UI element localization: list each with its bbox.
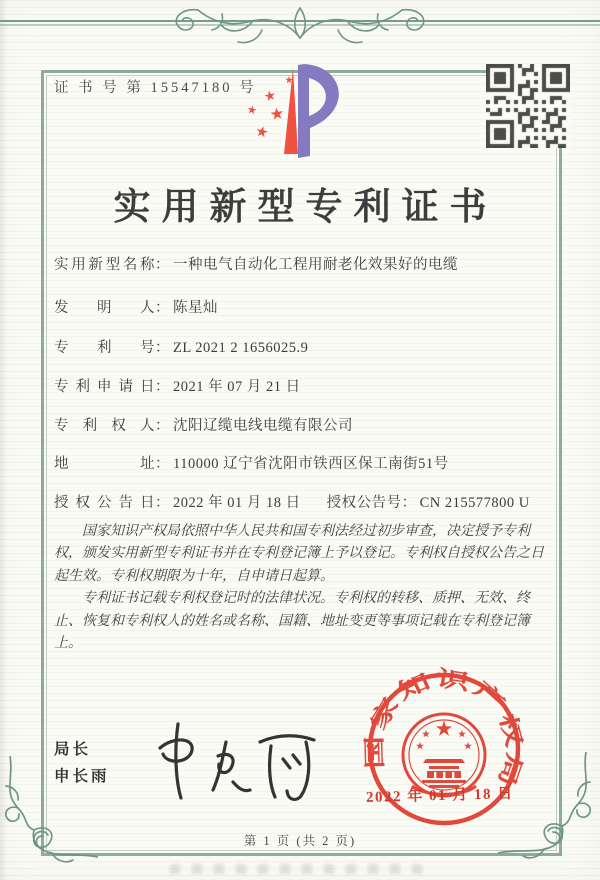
field-value-grant-no: CN 215577800 U (419, 495, 530, 511)
colon: ： (155, 257, 170, 273)
field-value: ZL 2021 2 1656025.9 (173, 340, 309, 356)
seal-text: 国家知识产权局 (361, 666, 528, 782)
field-value: 2022 年 01 月 18 日 (173, 495, 301, 511)
colon: ： (155, 379, 170, 395)
field-row-patentee (54, 414, 550, 435)
top-ornament (0, 0, 600, 50)
field-value: 陈星灿 (173, 300, 218, 316)
field-label: 专 利 权 人 (54, 418, 155, 434)
seal-date: 2022 年 01 月 18 日 (365, 786, 514, 806)
legal-paragraph-1: 国家知识产权局依照中华人民共和国专利法经过初步审查，决定授予专利权，颁发实用新型专利证书并在专利登记簿上予以登记。专利权自授权公告之日起生效。专利权期限为十年，自申请日起算。 (54, 524, 544, 584)
colon: ： (155, 340, 170, 356)
field-value: 一种电气自动化工程用耐老化效果好的电缆 (173, 257, 458, 273)
field-value: 沈阳辽缆电线电缆有限公司 (173, 418, 353, 434)
field-label: 专利申请日 (54, 379, 155, 395)
field-row-patent-no (54, 336, 550, 357)
commissioner-name: 申长雨 (54, 768, 110, 785)
page-footer: 第 1 页 (共 2 页) (243, 834, 357, 848)
certificate-number: 证 书 号 第 15547180 号 (54, 80, 257, 96)
colon: ： (155, 495, 170, 511)
field-label: 地 址 (54, 456, 155, 472)
field-label: 发 明 人 (54, 300, 155, 316)
field-label: 实用新型名称 (54, 257, 155, 273)
qr-code (486, 64, 570, 148)
bottom-left-ornament (0, 756, 98, 866)
colon: ： (155, 300, 170, 316)
colon: ： (401, 495, 417, 511)
legal-text (54, 521, 548, 655)
field-value: 2021 年 07 月 21 日 (173, 379, 301, 395)
field-row-inventor (54, 296, 550, 317)
field-label: 授权公告日 (54, 495, 155, 511)
field-row-address (54, 452, 550, 473)
commissioner-title: 局长 (54, 741, 92, 758)
field-row-filing-date (54, 375, 550, 396)
field-label: 专 利 号 (54, 340, 155, 356)
show-through-marks (170, 864, 430, 874)
cnipa-logo (232, 58, 364, 166)
colon: ： (155, 418, 170, 434)
field-value: 110000 辽宁省沈阳市铁西区保工南街51号 (173, 456, 449, 472)
field-row-grant (54, 491, 550, 512)
field-row-name (54, 253, 550, 274)
signature (140, 712, 330, 804)
colon: ： (155, 456, 170, 472)
legal-paragraph-2: 专利证书记载专利权登记时的法律状况。专利权的转移、质押、无效、终止、恢复和专利权人的姓名或名称、国籍、地址变更等事项记载在专利登记簿上。 (54, 591, 530, 652)
page-title: 实用新型专利证书 (113, 187, 498, 228)
field-label-grant-no: 授权公告号 (326, 495, 402, 511)
